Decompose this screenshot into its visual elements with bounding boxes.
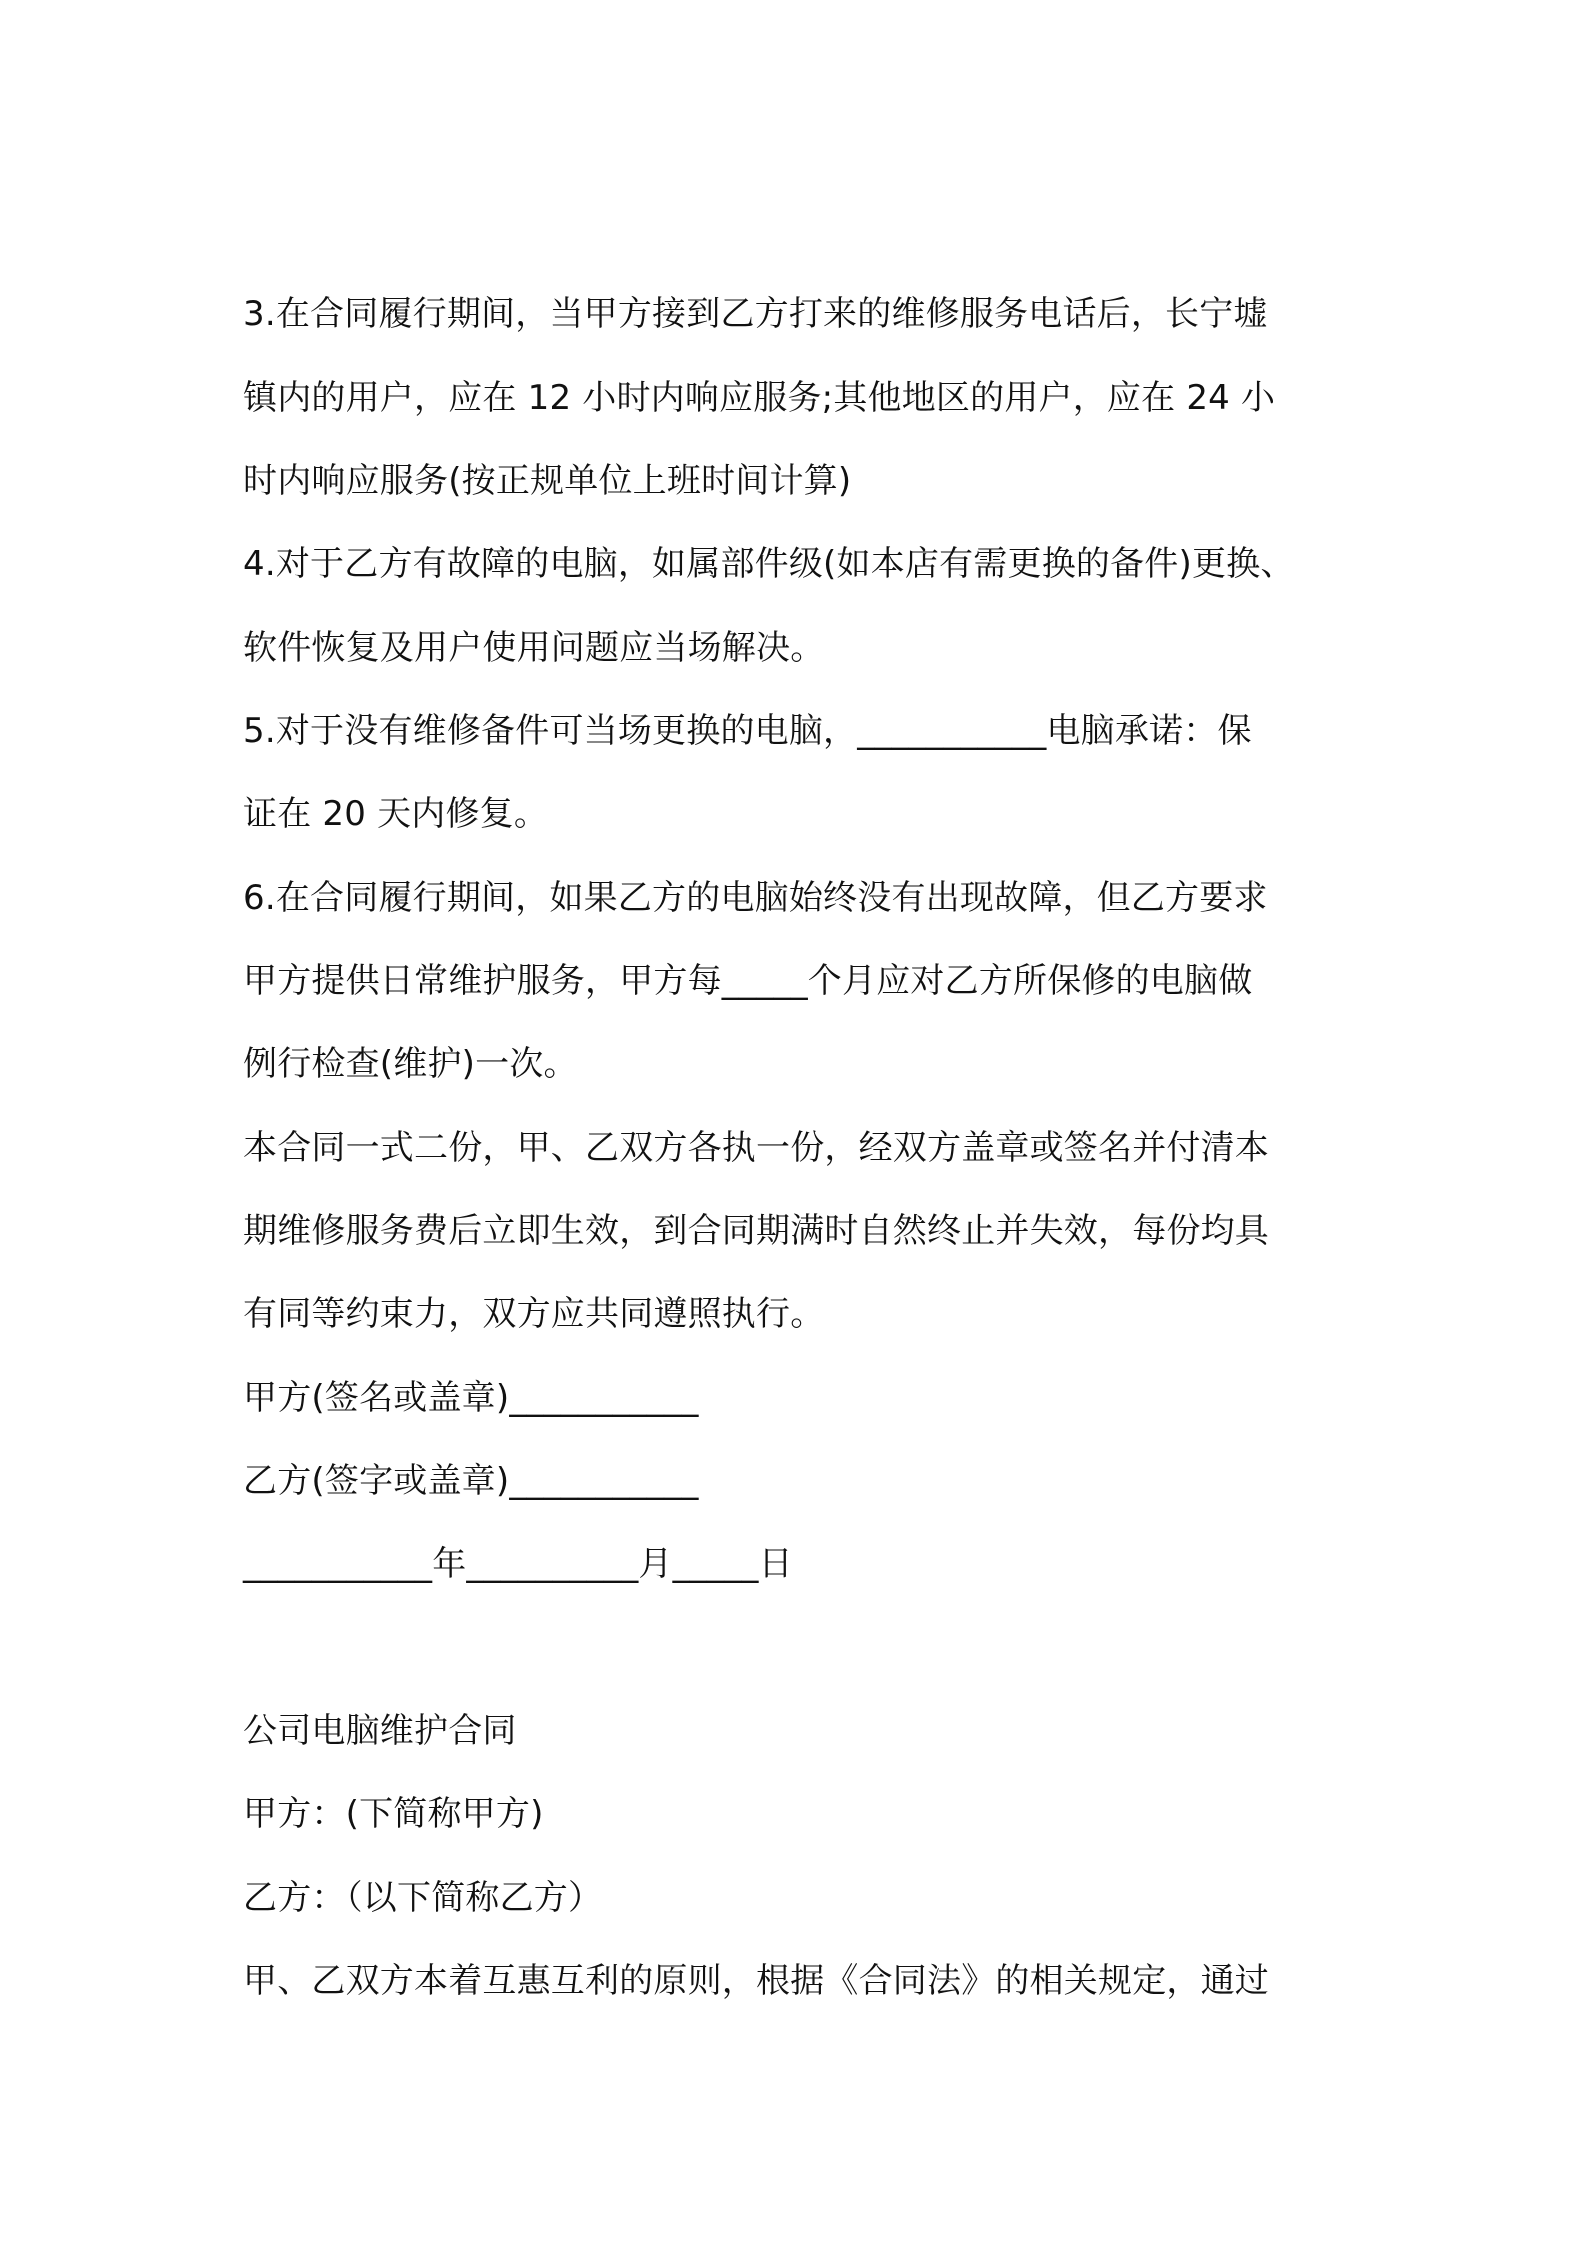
clause-6-line-3: 例行检查(维护)一次。 (243, 1044, 578, 1084)
clause-3-line-2: 镇内的用户，应在 12 小时内响应服务;其他地区的用户，应在 24 小 (243, 378, 1276, 418)
clause-4-line-1: 4.对于乙方有故障的电脑，如属部件级(如本店有需更换的备件)更换、 (243, 544, 1295, 584)
party-a-signature-line: 甲方(签名或盖章)___________ (243, 1378, 699, 1418)
party-a-definition: 甲方：(下简称甲方) (243, 1794, 544, 1834)
closing-line-1: 本合同一式二份，甲、乙双方各执一份，经双方盖章或签名并付清本 (243, 1128, 1269, 1168)
party-b-definition: 乙方：（以下简称乙方） (243, 1878, 603, 1918)
clause-5-line-2: 证在 20 天内修复。 (243, 794, 549, 834)
date-line: ___________年__________月_____日 (243, 1544, 793, 1584)
clause-6-line-2: 甲方提供日常维护服务，甲方每_____个月应对乙方所保修的电脑做 (243, 961, 1253, 1001)
clause-3-line-1: 3.在合同履行期间，当甲方接到乙方打来的维修服务电话后，长宁墟 (243, 294, 1268, 334)
closing-line-2: 期维修服务费后立即生效，到合同期满时自然终止并失效，每份均具 (243, 1211, 1269, 1251)
clause-6-line-1: 6.在合同履行期间，如果乙方的电脑始终没有出现故障，但乙方要求 (243, 878, 1268, 918)
party-b-signature-line: 乙方(签字或盖章)___________ (243, 1461, 699, 1501)
clause-3-line-3: 时内响应服务(按正规单位上班时间计算) (243, 461, 852, 501)
contract-title: 公司电脑维护合同 (243, 1711, 517, 1751)
intro-line-1: 甲、乙双方本着互惠互利的原则，根据《合同法》的相关规定，通过 (243, 1961, 1269, 2001)
clause-5-line-1: 5.对于没有维修备件可当场更换的电脑，___________电脑承诺：保 (243, 711, 1252, 751)
clause-4-line-2: 软件恢复及用户使用问题应当场解决。 (243, 628, 825, 668)
closing-line-3: 有同等约束力，双方应共同遵照执行。 (243, 1294, 825, 1334)
